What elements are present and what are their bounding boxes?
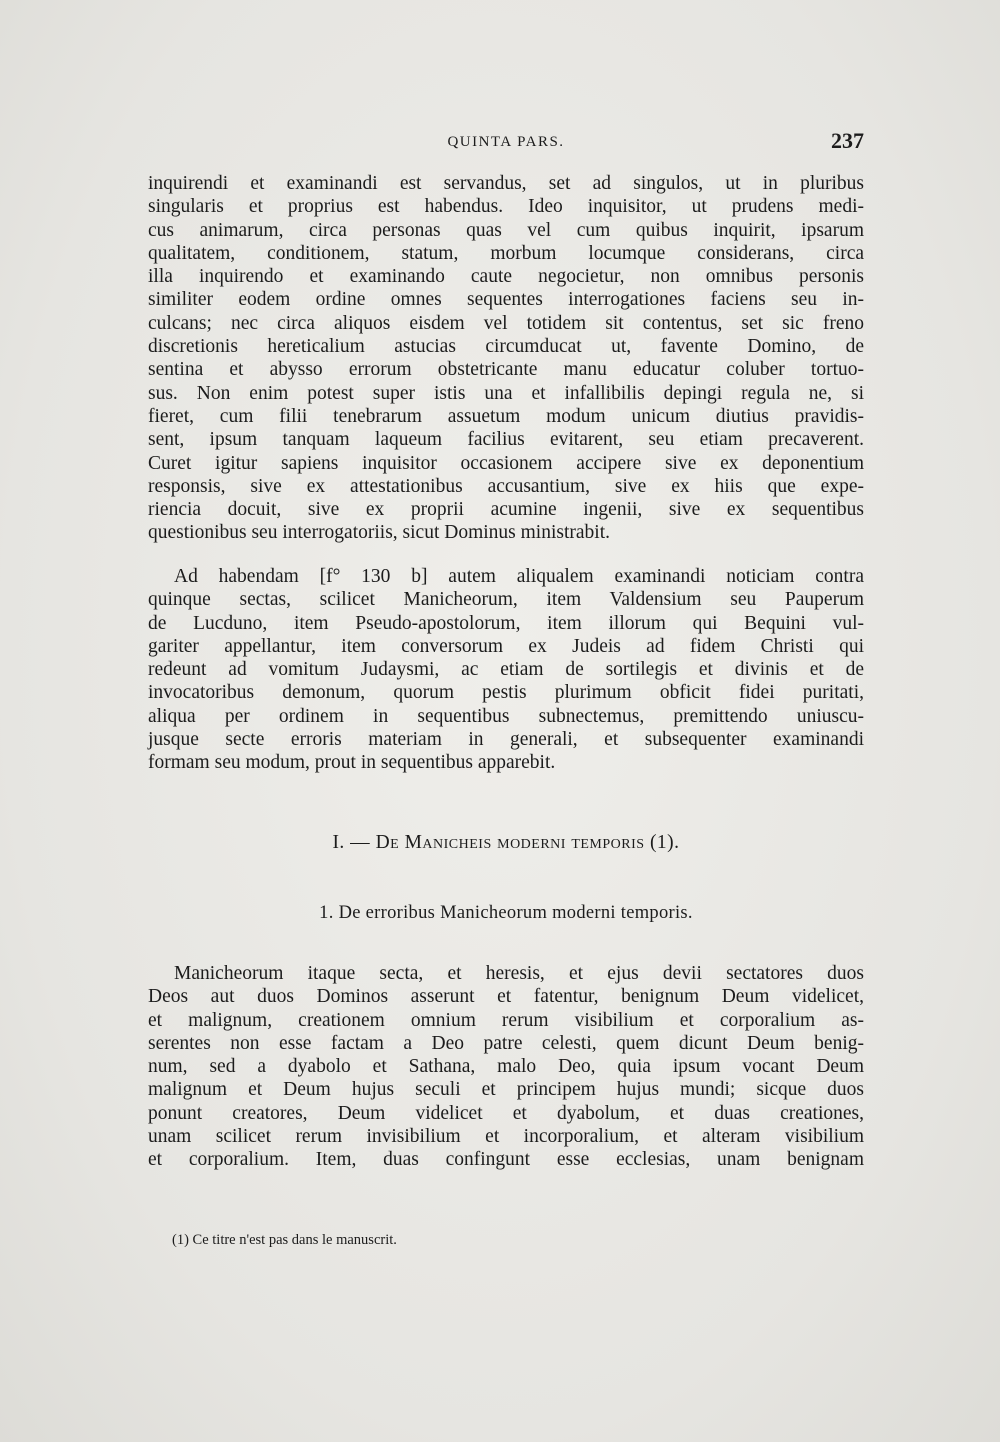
text-line: et corporalium. Item, duas confingunt esse ecclesias, unam benignam (148, 1149, 864, 1171)
paragraph-3 (148, 962, 864, 1172)
text-line: jusque secte erroris materiam in generali, et subsequenter examinandi (148, 729, 864, 751)
text-line: illa inquirendo et examinando caute negocietur, non omnibus personis (148, 266, 864, 288)
running-head (148, 128, 864, 158)
text-line: gariter appellantur, item conversorum ex Judeis ad fidem Christi qui (148, 635, 864, 657)
text-line: fieret, cum filii tenebrarum assuetum modum unicum diutius pravidis- (148, 405, 864, 427)
text-line: redeunt ad vomitum Judaysmi, ac etiam de sortilegis et divinis et de (148, 659, 864, 681)
section-heading-prefix: I. — (332, 832, 376, 853)
text-line: culcans; nec circa aliquos eisdem vel totidem sit contentus, set sic freno (148, 312, 864, 334)
section-heading-text: De Manicheis moderni temporis (375, 832, 645, 853)
footnote: (1) Ce titre n'est pas dans le manuscrit. (172, 1232, 397, 1248)
text-line: questionibus seu interrogatoriis, sicut Dominus ministrabit. (148, 522, 611, 544)
text-line: sus. Non enim potest super istis una et infallibilis depingi regula ne, si (148, 382, 864, 404)
text-line: formam seu modum, prout in sequentibus apparebit. (148, 752, 556, 774)
text-line: Deos aut duos Dominos asserunt et fatentur, benignum Deum videlicet, (148, 986, 864, 1008)
text-line: et malignum, creationem omnium rerum visibilium et corporalium as- (148, 1009, 864, 1031)
text-line: Ad habendam [f° 130 b] autem aliqualem examinandi noticiam contra (174, 566, 864, 587)
text-line: cus animarum, circa personas quas vel cum quibus inquirit, ipsarum (148, 219, 864, 241)
text-line: serentes non esse factam a Deo patre celesti, quem dicunt Deum benig- (148, 1032, 864, 1054)
paragraph-2 (148, 565, 864, 775)
section-heading (148, 832, 864, 854)
text-line: inquirendi et examinandi est servandus, set ad singulos, ut in pluribus (148, 173, 864, 194)
text-line: discretionis hereticalium astucias circumducat ut, favente Domino, de (148, 336, 864, 358)
text-line: qualitatem, conditionem, statum, morbum locumque considerans, circa (148, 242, 864, 264)
text-line: responsis, sive ex attestationibus accusantium, sive ex hiis que expe- (148, 475, 864, 497)
running-title: QUINTA PARS. (447, 134, 565, 150)
text-line: singularis et proprius est habendus. Ideo inquisitor, ut prudens medi- (148, 196, 864, 218)
subsection-heading: 1. De erroribus Manicheorum moderni temporis. (319, 903, 693, 923)
text-line: Curet igitur sapiens inquisitor occasionem accipere sive ex deponentium (148, 452, 864, 474)
text-line: sentina et abysso errorum obstetricante manu educatur coluber tortuo- (148, 359, 864, 381)
text-line: de Lucduno, item Pseudo-apostolorum, item illorum qui Bequini vul- (148, 612, 864, 634)
text-line: ponunt creatores, Deum videlicet et dyabolum, et duas creationes, (148, 1102, 864, 1124)
text-line: num, sed a dyabolo et Sathana, malo Deo, quia ipsum vocant Deum (148, 1056, 864, 1078)
text-line: riencia docuit, sive ex proprii acumine ingenii, sive ex sequentibus (148, 499, 864, 521)
footnote-reference: (1). (644, 832, 680, 853)
text-line: malignum et Deum hujus seculi et principem hujus mundi; sicque duos (148, 1079, 864, 1101)
text-line: sent, ipsum tanquam laqueum facilius evitarent, seu etiam precaverent. (148, 429, 864, 451)
text-line: aliqua per ordinem in sequentibus subnectemus, premittendo uniuscu- (148, 705, 864, 727)
text-line: quinque sectas, scilicet Manicheorum, item Valdensium seu Pauperum (148, 589, 864, 611)
text-line: unam scilicet rerum invisibilium et incorporalium, et alteram visibilium (148, 1126, 864, 1148)
text-line: Manicheorum itaque secta, et heresis, et ejus devii sectatores duos (174, 963, 864, 984)
text-line: invocatoribus demonum, quorum pestis plurimum obficit fidei puritati, (148, 682, 864, 704)
page-number: 237 (831, 128, 864, 153)
text-line: similiter eodem ordine omnes sequentes interrogationes faciens seu in- (148, 289, 864, 311)
paragraph-1 (148, 172, 864, 545)
